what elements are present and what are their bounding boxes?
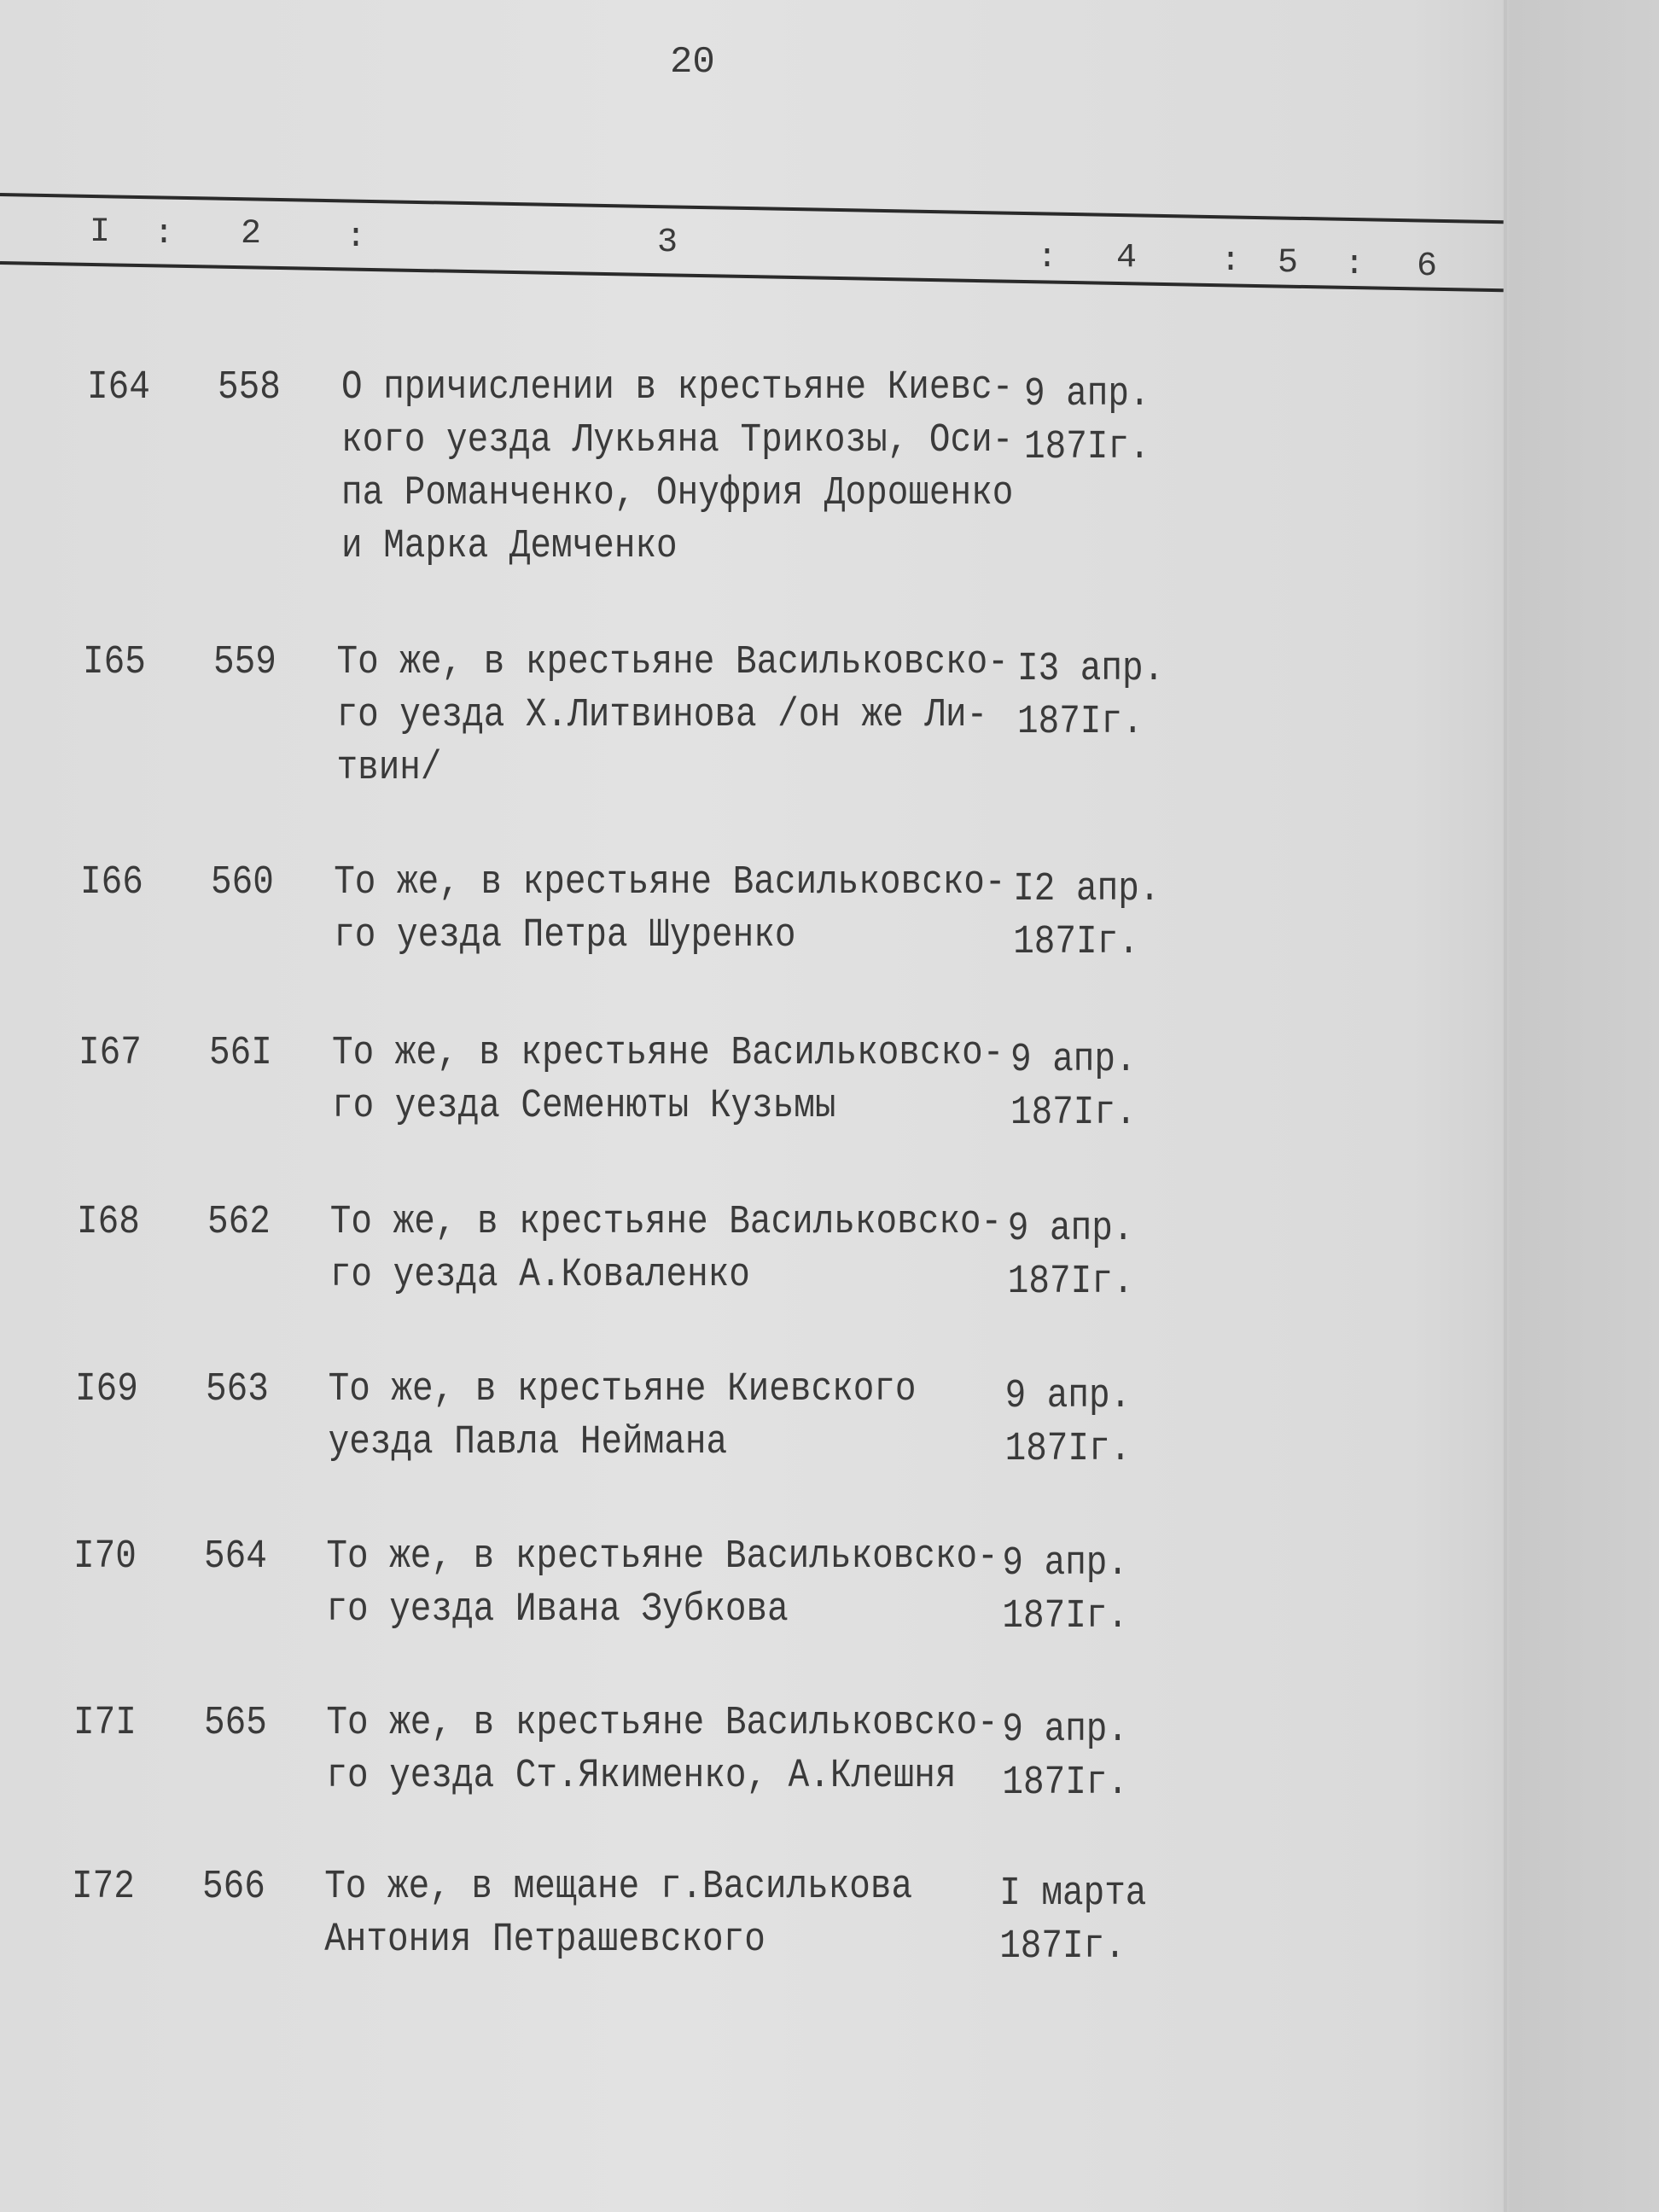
entry-date-line: I3 апр.	[1017, 647, 1165, 692]
entry-date-line: 187Iг.	[999, 1924, 1126, 1970]
entry-date-line: 187Iг.	[1004, 1427, 1132, 1472]
column-separator: :	[1220, 242, 1242, 281]
paper-edge	[1504, 0, 1507, 2212]
column-separator: :	[154, 215, 175, 253]
entry-date-line: 9 апр.	[1002, 1708, 1129, 1753]
entry-description-line: па Романченко, Онуфрия Дорошенко	[341, 471, 1014, 516]
column-separator: :	[1344, 246, 1365, 284]
file-number: 563	[206, 1367, 269, 1412]
entry-date-line: I марта	[999, 1871, 1147, 1917]
entry-date-line: 187Iг.	[1010, 1091, 1137, 1136]
entry-date-line: 187Iг.	[1013, 920, 1139, 965]
entry-date-line: 9 апр.	[1010, 1038, 1137, 1083]
entry-date-line: 187Iг.	[1002, 1761, 1129, 1806]
entry-description-line: То же, в крестьяне Васильковско-	[329, 1200, 1003, 1245]
file-number: 56I	[209, 1031, 272, 1076]
entry-description-line: То же, в крестьяне Васильковско-	[334, 860, 1006, 905]
column-header-3: 3	[657, 224, 678, 262]
entry-description-line: го уезда Ст.Якименко, А.Клешня	[326, 1754, 957, 1799]
column-separator: :	[1037, 239, 1058, 277]
entry-description-line: То же, в мещане г.Василькова	[324, 1865, 913, 1910]
file-number: 559	[213, 640, 276, 685]
entry-description-line: го уезда Ивана Зубкова	[326, 1587, 789, 1633]
entry-description-line: уезда Павла Неймана	[328, 1420, 728, 1465]
entry-description-line: го уезда Х.Литвинова /он же Ли-	[336, 693, 988, 738]
entry-number: I65	[83, 640, 146, 685]
entry-number: I64	[87, 365, 150, 410]
file-number: 560	[211, 860, 274, 905]
column-header-1: I	[90, 213, 111, 252]
header-top-rule	[0, 193, 1504, 224]
entry-number: I69	[75, 1367, 138, 1412]
column-header-6: 6	[1417, 247, 1438, 286]
column-separator: :	[346, 218, 367, 257]
entry-date-line: I2 апр.	[1013, 867, 1161, 912]
entry-description-line: кого уезда Лукьяна Трикозы, Оси-	[341, 418, 1014, 463]
file-number: 564	[204, 1534, 267, 1580]
entry-number: I72	[72, 1865, 135, 1910]
file-number: 558	[218, 365, 281, 410]
column-header-2: 2	[241, 215, 262, 253]
entry-date-line: 187Iг.	[1007, 1260, 1134, 1305]
entry-number: I67	[79, 1031, 142, 1076]
file-number: 562	[207, 1200, 271, 1245]
column-header-4: 4	[1116, 239, 1138, 277]
entry-date-line: 187Iг.	[1017, 700, 1144, 745]
entry-description-line: То же, в крестьяне Киевского	[328, 1367, 917, 1412]
entry-date-line: 9 апр.	[1024, 372, 1150, 417]
entry-date-line: 9 апр.	[1004, 1374, 1132, 1419]
entry-description-line: То же, в крестьяне Васильковско-	[326, 1701, 998, 1746]
entry-description-line: О причислении в крестьяне Киевс-	[341, 365, 1014, 410]
entry-description-line: То же, в крестьяне Васильковско-	[332, 1031, 1004, 1076]
entry-date-line: 9 апр.	[1002, 1541, 1129, 1586]
entry-description-line: и Марка Демченко	[341, 524, 678, 569]
page-number: 20	[670, 41, 715, 84]
entry-description-line: го уезда Семенюты Кузьмы	[332, 1084, 836, 1129]
entry-date-line: 9 апр.	[1007, 1207, 1134, 1252]
file-number: 565	[204, 1701, 267, 1746]
entry-description-line: твин/	[336, 746, 442, 791]
entry-description-line: Антония Петрашевского	[324, 1918, 765, 1963]
entry-date-line: 187Iг.	[1024, 425, 1150, 470]
entry-number: I70	[73, 1534, 137, 1580]
file-number: 566	[202, 1865, 265, 1910]
entry-number: I66	[80, 860, 143, 905]
entry-date-line: 187Iг.	[1002, 1594, 1129, 1639]
entry-number: I68	[77, 1200, 140, 1245]
entry-description-line: го уезда Петра Шуренко	[334, 913, 796, 958]
entry-number: I7I	[73, 1701, 137, 1746]
column-header-5: 5	[1278, 244, 1299, 282]
entry-description-line: го уезда А.Коваленко	[329, 1253, 750, 1298]
entry-description-line: То же, в крестьяне Васильковско-	[336, 640, 1009, 685]
entry-description-line: То же, в крестьяне Васильковско-	[326, 1534, 998, 1580]
